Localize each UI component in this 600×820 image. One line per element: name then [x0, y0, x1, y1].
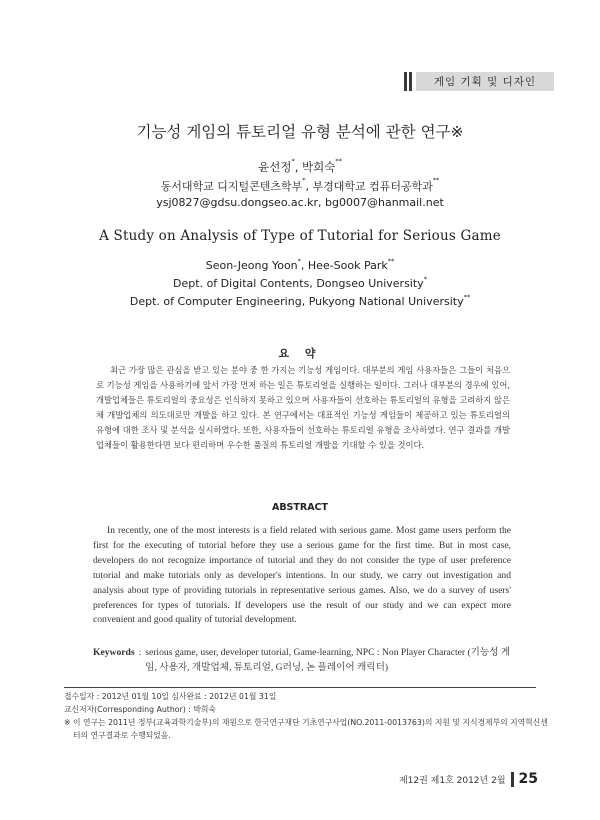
en-affil-1-mark: * [423, 275, 427, 283]
section-label-text: 게임 기획 및 디자인 [416, 72, 554, 91]
keywords-colon: : [138, 647, 142, 658]
korean-affiliations [0, 178, 600, 194]
footnote-corresponding-author: 교신저자(Corresponding Author) : 박희숙 [64, 705, 216, 714]
affil-2-mark: ** [432, 176, 440, 184]
author-1-en: Seon-Jeong Yoon [205, 259, 298, 272]
footnote-divider [64, 687, 536, 688]
korean-title: 기능성 게임의 튜토리얼 유형 분석에 관한 연구※ [136, 123, 464, 141]
author-1-ko: 윤선정 [258, 160, 292, 174]
author-1-en-mark: * [297, 257, 301, 265]
english-abstract-body: In recently, one of the most interests is a field related with serious game. Most game users perform the first for the executing of tutorial before they use a serious game for the first time. But in most case, developers do not recognize importance of tutorial and they do not consider the type of user preference tutorial and make tutorials only as developer's intentions. In our study, we carry out investigation and analysis about type of providing tutorials in representative serious games. Also, we do a survey of users' preferences for types of tutorials. If developers use the result of our study and we can expect more convenient and good quality of tutorial development. [93, 525, 511, 626]
author-2-ko: 박희숙 [302, 160, 336, 174]
korean-abstract-heading: 요 약 [278, 347, 322, 360]
english-title: A Study on Analysis of Type of Tutorial for Serious Game [99, 228, 501, 244]
english-abstract-heading: ABSTRACT [271, 502, 329, 513]
affil-1-mark: * [302, 176, 306, 184]
keywords-label: Keywords [93, 647, 135, 658]
page-number: 25 [518, 771, 538, 787]
en-affil-2-mark: ** [463, 293, 471, 301]
korean-abstract-body: 최근 가장 많은 관심을 받고 있는 분야 중 한 가지는 기능성 게임이다. 대부분의 게임 사용자들은 그들이 처음으로 기능성 게임을 사용하기에 앞서 가장 먼저 하는 일은 튜토리얼을 실행하는 일이다. 그러나 대부분의 경우에 있어, 개발업체들은 튜토리얼의 중요성은 인식하지 못하고 있으며 사용자들이 선호하는 튜토리얼의 유형을 고려하지 않은 채 개발업체의 의도대로만 개발을 하고 있다. 본 연구에서는 대표적인 기능성 게임들이 제공하고 있는 튜토리얼의 유형에 대한 조사 및 분석을 실시하였다. 또한, 사용자들이 선호하는 튜토리얼 유형을 조사하였다. 연구 결과를 개발업체들이 활용한다면 보다 편리하며 우수한 품질의 튜토리얼 개발을 기대할 수 있을 것이다. [96, 365, 510, 450]
author-2-mark: ** [335, 157, 342, 165]
author-2-en: Hee-Sook Park [307, 259, 388, 272]
en-affil-2-text: Dept. of Computer Engineering, Pukyong National University [129, 295, 464, 308]
affil-2-ko: 부경대학교 컴퓨터공학과 [312, 180, 433, 193]
keywords [93, 646, 513, 675]
section-label-bars [404, 72, 412, 91]
en-affil-1-text: Dept. of Digital Contents, Dongseo University [173, 277, 424, 290]
page-footer [399, 771, 538, 787]
affil-sep: , [305, 180, 313, 193]
author-en-sep: , [300, 259, 308, 272]
footnote-dates: 접수일자 : 2012년 01월 10일 심사완료 : 2012년 01월 31일 [64, 692, 277, 701]
korean-authors [0, 159, 600, 175]
issue-info: 제12권 제1호 2012년 2월 [398, 775, 506, 786]
author-2-en-mark: ** [387, 257, 395, 265]
english-affiliation-2 [0, 295, 600, 308]
section-label [404, 72, 554, 91]
page-footer-bar [511, 772, 514, 787]
affil-1-ko: 동서대학교 디지털콘텐츠학부 [160, 180, 303, 193]
author-sep: , [294, 160, 303, 174]
author-emails: ysj0827@gdsu.dongseo.ac.kr, bg0007@hanmail.net [156, 196, 444, 209]
author-1-mark: * [291, 157, 295, 165]
footnote-funding: ※ 이 연구는 2011년 정부(교육과학기술부)의 재원으로 한국연구재단 기초연구사업(NO.2011-0013763)의 지원 및 지식경제부의 지역혁신센터의 연구결과로 수행되었음. [64, 718, 548, 740]
english-affiliation-1 [0, 277, 600, 290]
english-authors [0, 259, 600, 272]
keywords-text: serious game, user, developer tutorial, Game-learning, NPC : Non Player Character (기능성 게임, 사용자, 개발업체, 튜토리얼, G러닝, 논 플레이어 캐릭터) [145, 647, 511, 673]
